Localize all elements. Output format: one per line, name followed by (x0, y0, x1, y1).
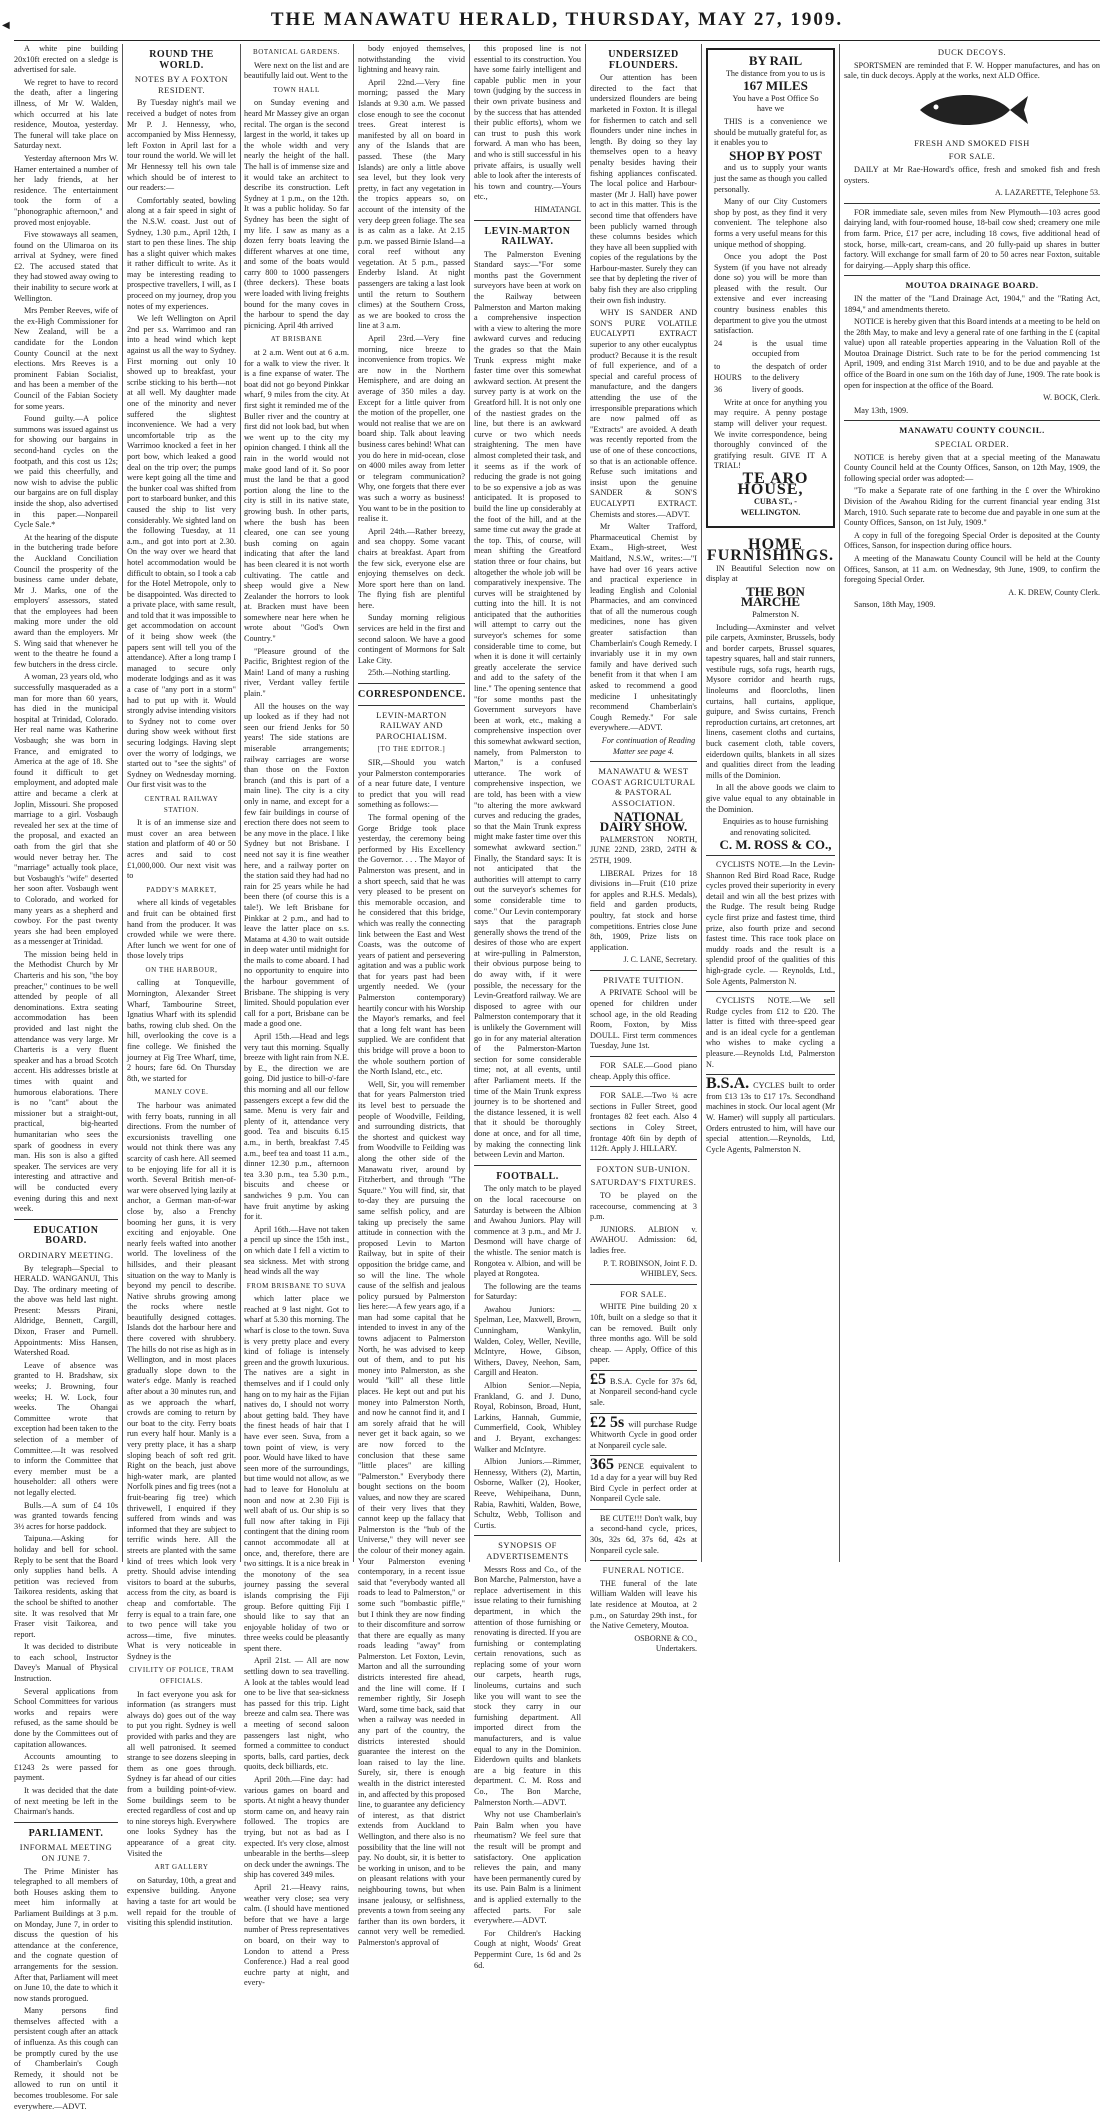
paragraph: Bulls.—A sum of £4 10s was granted towards fencing 3½ acres for horse paddock. (14, 1500, 118, 1531)
paragraph: 25th.—Nothing startling. (368, 668, 451, 678)
dairy-show-signature: J. C. LANE, Secretary. (623, 955, 697, 965)
town-hall-body (244, 98, 349, 331)
shop-by-post-body (714, 163, 827, 337)
column-5 (474, 44, 581, 1970)
funeral-heading: FUNERAL NOTICE. (602, 1565, 685, 1576)
civility-heading: CIVILITY OF POLICE, TRAM OFFICIALS. (128, 1666, 234, 1686)
delivery-hours: 36 (714, 385, 723, 395)
levin-marton-heading: LEVIN-MARTON RAILWAY. (484, 225, 571, 248)
rail-distance: 167 MILES (743, 78, 808, 94)
trial-text: Write at once for anything you may require. A penny postage stamp will deliver your request. We invite correspondence, being thoroughly convinced of the gratifying result. GIVE IT A TRIAL! (714, 397, 827, 471)
cycle-price-3: 365 (590, 1456, 614, 1474)
paragraph: April 21st. — All are now settling down to sea travelling. A look at the tables would lead one to be live that sea-sickness has passed for this trip. Light breeze and calm sea. There was a meeting of second saloon passengers last night, who formed a committee to conduct sports, balls, card parties, deck quoits, deck billiards, etc. (244, 1656, 349, 1772)
education-board-body (14, 1264, 118, 1818)
paragraph: Mr Walter Trafford, Pharmaceutical Chemist by Exam., High-street, West Maitland, N.S.W., writes:—"I have had over 16 years active and practical experience in leading English and Colonial Pharmacies, and am convinced that of all the numerous cough medicines, none has given greater satisfaction than Chamberlain's Cough Remedy. I invariably use it in my own family and have derived such benefit from it that when I am asked to recommend a good medicine I unhesitatingly recommend Chamberlain's Cough Remedy." For sale everywhere.—ADVT. (590, 522, 697, 733)
round-the-world-subheading: NOTES BY A FOXTON RESIDENT. (134, 74, 229, 95)
for-sale-heading: FOR SALE. (620, 1288, 667, 1299)
home-furnishings-intro: IN Beautiful Selection now on display at (706, 563, 835, 584)
synopsis-body (474, 1565, 581, 1972)
divider (590, 1560, 697, 1561)
delivery-time-table (714, 339, 827, 396)
dairy-association-heading: MANAWATU & WEST COAST AGRICULTURAL & PASTORAL ASSOCIATION. (591, 766, 696, 808)
divider (590, 1056, 697, 1057)
page-arrow-icon: ◀ (2, 20, 10, 31)
paragraph: It is of an immense size and must cover an area between station and platform of 40 or 50 acres and said to cost £1,000,000. Our next visit was to (127, 818, 236, 881)
column-rule (701, 44, 702, 1562)
paragraph: Were next on the list and are beautifully laid out. Went to the (244, 60, 349, 81)
round-the-world-heading: ROUND THE WORLD. (149, 49, 214, 71)
correspondence-subheading: LEVIN-MARTON RAILWAY AND PAROCHIALISM. (375, 709, 448, 741)
fish-icon (912, 86, 1032, 134)
football-body (474, 1184, 581, 1531)
round-the-world-body (127, 98, 236, 791)
paragraph: The formal opening of the Gorge Bridge took place yesterday, the ceremony being performed by His Excellency the Governor. . . . The Mayor of Palmerston was present, and in a short speech, said that he was very pleased to be present on this memorable occasion, and he considered that this bridge, which was really the connecting link between the East and West Coasts, was the outcome of years of patient and persevering agitation and was a public work that for years past had been urgently needed. We (your Palmerston contemporary) heartily concur with his Worship the Mayor's remarks, and feel that a long felt want has been supplied. We are confident that this bridge will prove a boon to the whole southern portion of the North Island, etc., etc. (358, 812, 465, 1077)
paragraph: and us to supply your wants just the same as though you called personally. (714, 163, 827, 194)
sub-union-subheading: SATURDAY'S FIXTURES. (590, 1177, 697, 1188)
tuition-heading: PRIVATE TUITION. (603, 974, 684, 985)
divider (706, 991, 835, 992)
masthead (0, 0, 1114, 42)
paragraph: Taipuna.—Asking for holiday and bell for school. Reply to be sent that the Board only supplies hand bells. A petition was recieved from Taikorea residents, asking that the school be shifted to another site. It was resolved that Mr Fraser visit Taikorea, and report. (14, 1534, 118, 1639)
botanical-heading: BOTANICAL GARDENS. (253, 48, 340, 56)
column-rule (353, 44, 354, 1562)
paragraph: Albion Senior.—Nepia, Frankland, G. and J. Duno, Royal, Robinson, Broad, Hunt, Larkins, Hannah, Gummie, Cummerfield, Cook, Whibley and J. Bryant, exchanges: Walker and McIntyre. (474, 1381, 581, 1454)
shop-by-post: SHOP BY POST (729, 147, 822, 163)
art-gallery-body (127, 1876, 236, 1929)
divider (474, 1535, 581, 1536)
news-paragraph: Five stowaways all seamen, found on the Ulimaroa on its arrival at Sydney, were fined £2. The accused stated that they had stowed away owing to their inability to secure work at Wellington. (14, 230, 118, 303)
paragraph: The Palmerston Evening Standard says:—"For some months past the Government surveyors have been at work on the Railway between Palmerston and Marton making a comprehensive inspection with a view to altering the more awkward curves and reducing the grades so that the Main Trunk express might make faster time over this somewhat awkward section. At present the survey party is at work on the Greatford hill. It is not only one of the nastiest grades on the line, but there is an awkward curve or two which needs straightening. The men have almost completed their task, and it seems as if the work of reducing the grade is not going to be so expensive a job as was anticipated. It is proposed to build the line up considerably at the foot of the hill, and at the same time cut away the grade at the top. This, of course, will mean shifting the Greatford station three or four chains, but altogether the whole job will be comparatively inexpensive. The curves will be straightened by cutting into the hill. It is not anticipated that the authorities will attempt to carry out the surveyor's schemes for some considerable time to come, but when it is done it will certainly greatly accelerate the service and add to the safety of the line." The opening sentence that "for some months past the Government surveyors have been at work, etc., making a comprehensive inspection over this somewhat awkward section, namely, from Palmerston to Marton," is a confused utterance. The work of comprehensive inspection, we are told, has been with a view "to altering the more awkward curves and reducing the grades, so that the Main Trunk express might make faster time over this somewhat awkward section." Finally, the Standard says: It is not anticipated that the authorities will attempt to carry out the surveyor's schemes for some considerable time to come." Our Levin contemporary says that the paragraph generally shows the trend of the desires of those who are expert at wire-pulling in Palmerston, their obvious purpose being to do away with, if it were possible, the necessary for the Levin-Greatford railway. We are disposed to agree with our Palmerston contemporary that it is unlikely the Government will go in for any material alteration of the Palmerston-Marton section for some considerable time; not, at all events, until after Parliament meets. If the time of the Main Trunk express journey is to be shortened and the distance lessened, it is well that it should be thoroughly done at once, and for all time, by making the connecting link between Levin and Marton. (474, 249, 581, 1160)
delivery-row (714, 362, 827, 383)
paragraph: By Tuesday night's mail we received a budget of notes from Mr P. J. Hennessy, who, accompanied by Miss Hennessy, left Foxton in April last for a tour round the world. We will let Mr Hennessy tell his own tale which should be of interest to our readers:— (127, 98, 236, 193)
council-heading: MANAWATU COUNTY COUNCIL. (899, 425, 1045, 436)
paragraph: Sunday morning religious services are held in the first and second saloon. We have a good contingent of Mormons for Salt Lake City. (358, 613, 465, 665)
divider (844, 275, 1100, 276)
paragraph: LIBERAL Prizes for 18 divisions in—Fruit (£10 prize for apples and R.H.S. Medals), field and garden products, poultry, fat stock and horse competitions. Entries close June 8th, 1909, Prize lists on application. (590, 868, 697, 952)
council-copy: A copy in full of the foregoing Special Order is deposited at the County Offices, Sanson, for inspection during office hours. (844, 530, 1100, 551)
divider (474, 220, 581, 221)
masthead-title: THE MANAWATU HERALD, THURSDAY, MAY 27, 1909. (270, 9, 844, 30)
football-heading: FOOTBALL. (496, 1170, 559, 1182)
voyage-body (358, 44, 465, 679)
paragraph: Many of our City Customers shop by post, as they find it very convenient. The telephone also forms a very useful means for this unique method of shopping. (714, 197, 827, 249)
moutoa-intro: IN the matter of the "Land Drainage Act, 1904," and the "Rating Act, 1894," and amendments thereto. (844, 293, 1100, 314)
funeral-body: THE funeral of the late William Walden will leave his late residence at Moutoa, at 2 p.m., on Saturday 29th inst., for the Native Cemetery, Moutoa. (590, 1578, 697, 1631)
council-quote: "To make a Separate rate of one farthing in the £ over the Whirokino Division of the Awahou Riding for the current financial year ending 31st March, 1910. Such separate rate to become due and payable in one sum at the County Offices, Sanson, on 1st July, 1909." (844, 486, 1100, 528)
cycle-ad-4: BE CUTE!!! Don't walk, buy a second-hand cycle, prices, 30s, 32s 6d, 37s 6d, 42s at Nonpareil cycle sale. (590, 1513, 697, 1555)
education-board-heading: EDUCATION BOARD. (33, 1224, 99, 1247)
by-rail-heading: BY RAIL (748, 53, 803, 68)
council-date: Sanson, 18th May, 1909. (854, 600, 936, 610)
divider (590, 1284, 697, 1285)
column-6 (590, 44, 697, 1654)
paragraph: WHY IS SANDER AND SON'S PURE VOLATILE EUCALYPTI EXTRACT superior to any other eucalyptus product? Because it is the result of full experience, and of a special and careful process of manufacture, and the dangers attending the use of the irresponsible preparations which are now palmed off as "Extracts" are avoided. A death was recently reported from the use of one of these concoctions, so that is an actionable offence. Refuse such imitations and insist upon the genuine SANDER & SON'S EUCALYPTI EXTRACT. Chemists and stores.—ADVT. (590, 308, 697, 519)
news-paragraph: Found guilty.—A police summons was issued against us for showing our bargains in second-hand cycles on the footpath, and this cost us 12s; we paid this cheerfully, and now wish to advise the public our bargains are on full display inside the shop, also advertised in this paper.—Nonpareil Cycle Sale.* (14, 414, 118, 530)
paragraph: Many persons find themselves affected with a persistent cough after an attack of influenza. As this cough can be promptly cured by the use of Chamberlain's Cough Remedy, it should not be allowed to run on until it becomes troublesome. For sale everywhere.—ADVT. (14, 2006, 118, 2111)
parliament-heading: PARLIAMENT. (28, 1827, 104, 1839)
paragraph: this proposed line is not essential to its construction. You have some fairly intelligent and capable public men in your town (judging by the success in their own private business and by the success that has attended their public efforts), whom we can trust to push this work forward. A man who has been, and who is still successful in his private affairs, is usually well able to look after the interests of his town and country.—Yours etc., (474, 44, 581, 202)
sections-sale-ad: FOR SALE.—Two ¼ acre sections in Fuller Street, good frontages 82 feet each. Also 4 sections in Coley Street, frontage 40ft 6in by depth of 112ft. Apply J. HILLARY. (590, 1091, 697, 1154)
paragraph: Why not use Chamberlain's Pain Balm when you have rheumatism? We feel sure that the result will be prompt and satisfactory. One application relieves the pain, and many have been permanently cured by its use. Pain Balm is a liniment and is applied externally to the affected parts. For sale everywhere.—ADVT. (474, 1810, 581, 1926)
paragraph: It was decided to distribute to each school, Instructor Davey's Manual of Physical Instruction. (14, 1642, 118, 1684)
sub-union-signature: P. T. ROBINSON, Joint F. D. WHIBLEY, Secs. (603, 1258, 697, 1279)
delivery-text: livery of goods. (752, 385, 804, 395)
civility-body (127, 1690, 236, 1860)
paragraph: at 2 a.m. Went out at 6 a.m. for a walk to view the river. It is a fine expanse of water. The boat did not go beyond Pinkkar wharf, 9 miles from the city. At first sight it reminded me of the Buller river and the country at first did not look bad, but when we went up to the city my opinion changed. I think all the rain in the world would not make good land of it. So poor must the land be that a good portion along the line to the city is still in its native state, growing bush. In other parts, where the bush has been cleared, one can see young bush coming on again indicating that after the land has been cleared it is not worth cultivating. The cattle and sheep would give a New Zealander the horrors to look at. Bracken must have been somewhere near here when he wrote about "God's Own Country." (244, 348, 349, 644)
farm-for-sale: FOR immediate sale, seven miles from New Plymouth—103 acres good dairying land, with four-roomed house, 18-bail cow shed; creamery one mile from farm. Price, £17 per acre, including 18 cows, five additional head of stock, horse, milk-cart, cream-cans, and 20 fully-paid up shares in butter factory. Will exchange for small farm of 20 to 50 acres near Foxton, suitable for dairying.—Apply sharp this office. (844, 207, 1100, 270)
paragraph: April 21.—Heavy rains, weather very close; sea very calm. (I should have mentioned before that we have a large number of Press representatives on board, on their way to London to attend a Press Conference.) Had a real good euchre party at night, and every- (244, 1882, 349, 1988)
paragraph: The Prime Minister has telegraphed to all members of both Houses asking them to meet him informally at Parliament Buildings at 3 p.m. on Monday, June 7, in order to discuss the question of his attendance at the conference, and the cognate question of arrangements for the session. After that, Parliament will meet on June 10, the date to which it now stands prorogued. (14, 1866, 118, 2003)
letter-signature: HIMATANGI. (534, 204, 581, 214)
divider (590, 761, 697, 762)
news-paragraph: A white pine building 20x10ft erected on a sledge is advertised for sale. (14, 44, 118, 75)
delivery-row (714, 385, 827, 396)
cycle-price-2: £2 5s (590, 1413, 625, 1431)
moutoa-heading: MOUTOA DRAINAGE BOARD. (905, 280, 1039, 291)
including-list: Including—Axminster and velvet pile carpets, Axminster, Brussels, body and border carpets, Brussel squares, tapestry squares, hall and stair runners, vestibule rugs, sofa rugs, hearth rugs, Mysore corridor and hearth rugs, linoleums and floorcloths, linen curtains, hall curtains, applique, guipure, and Swiss curtains, French reproduction curtains, art cretonnes, art linens, casement cloths and curtains, buck casement cloth, table covers, eiderdown quilts, blankets in all sizes and qualities direct from the leading mills of the Dominion. (706, 622, 835, 780)
fish-signature: A. LAZARETTE, Telephone 53. (994, 188, 1100, 198)
dairy-show-body (590, 835, 697, 954)
piano-sale-ad: FOR SALE.—Good piano cheap. Apply this office. (590, 1061, 697, 1081)
paragraph: Accounts amounting to £1243 2s were passed for payment. (14, 1752, 118, 1783)
paragraph: In fact everyone you ask for information (as strangers must always do) goes out of the way to put you right. Sydney is well provided with parks and they are all well patronised. It seemed strange to see dozens sleeping in them as one goes through. Sydney is far ahead of our cities from a building point-of-view. Some buildings seem to be erected regardless of cost and up to nine storeys high. Everywhere one looks Sydney has the appearance of a great city. Visited the (127, 1689, 236, 1858)
paragraph: calling at Tonqueville, Mornington, Alexander Street Wharf, Tambourine Street, Ignatius Wharf with its splendid baths, rowing club shed. On the hill, overlooking the cove is a fine college. We finished the journey at Fig Tree Wharf, time, 2 hours; fare 6d. On Thursday 8th, we started for (127, 978, 236, 1083)
manly-heading: MANLY COVE. (154, 1088, 209, 1097)
suva-heading: FROM BRISBANE TO SUVA (246, 1281, 347, 1290)
paragraph: By telegraph—Special to HERALD. WANGANUI, This Day. The ordinary meeting of the above was held last night. Present: Messrs Pirani, Aldridge, Bennett, Cargill, Dixon, Fraser and Purnell. Appointments: Miss Hansen, Watershed Road. (14, 1263, 118, 1358)
paragraph: Albion Juniors.—Rimmer, Hennessy, Withers (2), Martin, Osborne, Walker (2), Hooker, Reeve, Wehipeihana, Dunn, Rabia, Rawhiti, Walden, Bowe, Schultz, Webb, Tollison and Curtis. (474, 1457, 581, 1530)
masthead-rule (14, 40, 1100, 41)
building-sale-ad: WHITE Pine building 20 x 10ft, built on a sledge so that it can be removed. Built only three months ago. Will be sold cheap. — Apply, Office of this paper. (590, 1302, 697, 1365)
rail-line-4: THIS is a convenience we should be mutually grateful for, as it enables you to (714, 116, 827, 148)
paragraph: Once you adopt the Post System (if you have not already done so) you will be more than pleased with the result. Our extensive and ever increasing country business enables this department to give you the utmost satisfaction. (714, 252, 827, 336)
cycle-ad-3: PENCE equivalent to 1d a day for a year will buy Red Bird Cycle in perfect order at Nonpareil Cycle sale. (590, 1462, 697, 1504)
dairy-show-title: NATIONAL DAIRY SHOW. (599, 808, 688, 835)
fish-subheading: FOR SALE. (948, 151, 996, 162)
flounders-body (590, 73, 697, 734)
brisbane-body (244, 348, 349, 1278)
cyclists-note-2: CYCLISTS NOTE.—We sell Rudge cycles from £12 to £20. The latter is fitted with three-speed gear and is an ideal cycle for a gentleman who wishes to make cycling a pleasure.—Reynolds Ltd, Palmerston N. (706, 996, 835, 1069)
delivery-row (714, 339, 827, 360)
paragraph: It was decided that the date of next meeting be left in the Chairman's hands. (14, 1786, 118, 1817)
central-station-heading: CENTRAL RAILWAY STATION. (144, 794, 219, 814)
central-station-body (127, 818, 236, 882)
local-news (14, 44, 118, 1215)
fish-heading: FRESH AND SMOKED FISH (914, 137, 1030, 148)
moutoa-signature: W. BOCK, Clerk. (1043, 393, 1100, 403)
paragraph: All the houses on the way up looked as if they had not seen our friend Jenks for 50 years! The side stations are miserable arrangements; railway carriages are worse than those on the Foxton branch (and this is part of a main line). The city is a city only in name, and except for a few fair buildings in course of erection there does not seem to be any move in the place. I like Sydney but not Brisbane. I need not say it is fine weather here, and a railway porter on the station said they had had no rain for 25 years while he had been there (of course this is a tale!). We left Brisbane for Pinkkar at 2 p.m., and had to leave the latter place on s.s. Matama at 4.30 to wait outside in deep water until midnight for the mails to come aboard. I had no opportunity to enquire into the harbour government of Brisbane. The shipping is very limited. Should population ever call for a port, Brisbane can be made a good one. (244, 701, 349, 1029)
paragraph: The only match to be played on the local racecourse on Saturday is between the Albion and Awahou Juniors. Play will commence at 3 p.m., and Mr J. Desmond will have charge of the whistle. The senior match is Rongotea v. Albion, and will be played at Rongotea. (474, 1184, 581, 1279)
council-notice: NOTICE is hereby given that at a special meeting of the Manawatu County Council held at the County Offices, Sanson, on 12th May, 1909, the following special order was adopted:— (844, 452, 1100, 483)
column-rule (122, 44, 123, 1562)
bsa-ad: CYCLES built to order from £13 13s to £17 17s. Secondhand machines in stock. Our local agent (Mr W. Hamer) will supply all particulars. Orders entrusted to him, will have our special attention.—Reynolds, Ltd, Cycle Agents, Palmerston N. (706, 1081, 835, 1154)
delivery-hours: 24 (714, 338, 723, 348)
paragraph: April 23rd.—Very fine morning, nice breeze to inconvenience from tropics. We are now in the Northern Hemisphere, and are doing an average of 350 miles a day. Except for a little quiver from the motion of the propeller, one would not realise that we are on board ship. Talk about leaving business cares behind! What can you do here in mid-ocean, close on 4000 miles away from letter or telegram communication? Why, one forgets that there ever was such a worry as business! You want to be in the position to realise it. (358, 334, 465, 524)
te-aro-house-title: TE ARO HOUSE, (737, 469, 809, 498)
divider (590, 1370, 697, 1371)
news-paragraph: Mrs Pember Reeves, wife of the ex-High Commissioner for New Zealand, will be a candidate for the London County Council at the next elections. Mrs Reeves is a prominent Fabian Socialist, and has been a member of the Council of the Fabian Society for some years. (14, 306, 118, 411)
divider (706, 855, 835, 856)
paragraph: TO be played on the racecourse, commencing at 3 p.m. (590, 1190, 697, 1222)
paragraph: April 15th.—Head and legs very taut this morning. Squally breeze with light rain from N.E. by E., the direction we are going. Did justice to bill-o'-fare this morning and all our fellow passengers except a few did the same. Menu is very fair and plenty of it, attendance very good. Tea and biscuits 6.15 a.m., in berth, breakfast 7.45 a.m., beef tea and toast 11 a.m., dinner 12.30 p.m., afternoon tea 3.30 p.m., tea 5.30 p.m., biscuits and cheese or sandwiches 9 p.m. You can have fruit anytime by asking for it. (244, 1032, 349, 1222)
divider (474, 1165, 581, 1166)
moutoa-notice: NOTICE is hereby given that this Board intends at a meeting to be held on the 28th May, to make and levy a general rate of one farthing in the £ (capital value) upon all rateable properties appearing in the Valuation Roll of the Moutoa Drainage District. Such rate to be for the period commencing 1st April, 1909, and ending 31st March 1910, and to be due and payable at the office of the Board in one sum on the 16th day of June, 1909. The rate book is open for inspection at the office of the Board. (844, 317, 1100, 390)
bsa-title: B.S.A. (706, 1075, 750, 1093)
paragraph: We left Wellington on April 2nd per s.s. Warrimoo and ran into a head wind which kept against us all the way to Sydney. First morning out only 10 showed up to breakfast, your scribe sticking to his berth—not at all well. My daughter made one of the minority and never suffered the slightest inconvenience. We had a very uncomfortable trip as the Warrimoo knocked a feet in her port bow, which leaked a good deal on the trip over; the pumps were kept going all the time and the bunker coal was shifted from port to starboard bunker, and this caused the ship to list very considerably. We sighted land on the following Tuesday, at 11 a.m., and got into port at 2.30. On the way over we heard that hotel accommodation would be difficult to obtain, so I took a cab for the Hotel Metropole, only to be disappointed. Was directed to a private place, with same result, and told that it was impossible to get accommodation on account of it being show week (the papers sent will tell you of the attendance). After a long tramp I managed to secure only moderate lodgings and as it was a case of "any port in a storm" had to put up with it. Would strongly advise intending visitors to Sydney not to come over during show week without first securing lodgings. Having slept over the worry of lodgings, we started out to "see the sights" of Sydney on Wednesday morning. Our first visit was to the (127, 314, 236, 790)
column-2 (127, 44, 236, 1928)
column-rule (469, 44, 470, 1562)
paragraph: The following are the teams for Saturday: (474, 1281, 581, 1302)
council-subheading: SPECIAL ORDER. (934, 439, 1010, 450)
synopsis-heading: SYNOPSIS OF ADVERTISEMENTS (486, 1540, 569, 1561)
paragraph: Comfortably seated, bowling along at a fair speed in sight of the N.S.W. coast. Just out of Sydney, 1.30 p.m., April 12th, I start to pen these lines. The ship has a slight quiver which makes it rather difficult to write. As it may be interesting reading to prospective travellers, I will, as I proceed on my journey, drop you notes of my experiences. (127, 195, 236, 311)
paragraph: Awahou Juniors: — Spelman, Lee, Maxwell, Brown, Cunningham, Wankylin, Walden, Coley, Weller, Neville, McIntyre, Howe, Gibson, Withers, Davey, Neehon, Sam, Cargill and Heaton. (474, 1304, 581, 1378)
paragraph: on Saturday, 10th, a great and expensive building. Anyone having a taste for art would be well repaid for the trouble of visiting this splendid institution. (127, 1875, 236, 1928)
column-rule (585, 44, 586, 1562)
manly-body (127, 1101, 236, 1662)
parliament-body (14, 1867, 118, 2112)
paragraph: April 20th.—Fine day: had various games on board and sports. At night a heavy thunder storm came on, and heavy rain followed. The tropics are trying, but not as bad as I expected. It's very close, almost unbearable in the berths—sleep on deck under the awnings. The ship has covered 349 miles. (244, 1775, 349, 1880)
delivery-text: the despatch of order to the delivery (752, 362, 827, 382)
paragraph: where all kinds of vegetables and fruit can be obtained first hand from the producer. It was crowded while we were there. After lunch we went for one of those lovely trips (127, 898, 236, 961)
harbour-body (127, 978, 236, 1084)
rail-line-3: You have a Post Office So have we (732, 93, 819, 114)
letter-continued (474, 44, 581, 203)
harbour-heading: ON THE HARBOUR, (145, 965, 218, 974)
continuation-note: For continuation of Reading Matter see page 4. (601, 736, 696, 756)
value-claim: In all the above goods we claim to give value equal to any obtainable in the Dominion. (706, 783, 835, 814)
paddys-market-heading: PADDY'S MARKET, (146, 885, 217, 894)
news-paragraph: The mission being held in the Methodist Church by Mr Charteris and his son, "the boy preacher," continues to be well attended by people of all denominations. Extra seating accommodation has been provided and last night the attendance was very large. Mr Charteris is a very fluent speaker and has a broad Scotch accent. His addresses bristle at times with quaint and humorous elaborations. There is no "cant" about the missioner but a straight-out, practical, big-hearted humanitarian who sees the spark of goodness in every man. His son is also a gifted speaker. The services are very interesting and attractive and will be conducted every evening during this and next week. (14, 949, 118, 1214)
moutoa-date: May 13th, 1909. (854, 405, 909, 415)
divider (590, 1086, 697, 1087)
tuition-body (590, 988, 697, 1052)
parliament-subheading: INFORMAL MEETING ON JUNE 7. (19, 1842, 113, 1863)
bon-marche-place: Palmerston N. (752, 609, 799, 619)
rail-line-1: The distance from you to us is (725, 68, 826, 78)
column-7 (706, 44, 835, 1562)
divider (844, 420, 1100, 421)
ross-co-title: C. M. ROSS & CO., (719, 837, 832, 853)
column-4 (358, 44, 466, 1947)
cycle-ad-2: will purchase Rudge Whitworth Cycle in good order at Nonpareil cycle sale. (590, 1419, 697, 1450)
paragraph: April 22nd.—Very fine morning; passed the Mary Islands at 9.30 a.m. We passed close enough to see the coconut trees. Great interest is manifested by all on board in any of the Islands that are passed. These (the Mary Islands) are only a little above sea level, but they look very pretty, in fact any vegetation in the tropics appears so, on account of the intensity of the very deep green foliage. The sea is as calm as a lake. At 2.15 p.m. we passed Birnie Island—a coral reef without any vegetation. At 5 p.m., passed Enderby Island. At night passengers are taking a last look until the return to Southern climes) at the Southern Cross, as we are booked to cross the line at 3 a.m. (358, 77, 465, 331)
paragraph: The harbour was animated with ferry boats, running in all directions. From the number of excursionists travelling one would not think there was any scarcity of cash here. All seemed to be enjoying life for all it is worth. Several British men-of-war were observed lying lazily at anchor, a German man-of-war close by, also a Frenchy booming her guns, it is very exciting and enjoyable. One nearly feels wafted into another world. The loveliness of the hillsides, and their pleasant situation on the way to Manly is beyond my pencil to describe. Native shrubs growing among the rocks where nestle beautifully designed cottages. Islands dot the harbour here and there covered with shrubbery. The hills do not rise as high as in Wellington, and in most places gradually slope down to the water's edge. Manly is reached after about a 30 minutes run, and as we approach the wharf, crowds are coming to return by our boat to the city. Ferry boats run every half hour. Manly is a very pretty place, it has a sharp sloping beach of soft red grit. Right on the beach, just above high-water mark, are planted Norfolk pines and fig trees (not a fruit-bearing fig tree) which thrivewell, I enquired if they suffered from winds and was informed that they are subject to terrific winds here. All the streets are planted with the same kind of trees which look very pretty. Should advise intending visitors to board at the suburbs, access from the city, as board is cheap and comfortable. The ferry is equal to a train fare, one to two pence will take you across—time, five minutes. What is very noticeable in Sydney is the (127, 1101, 236, 1661)
column-8 (844, 44, 1100, 1562)
levin-marton-body (474, 250, 581, 1161)
sub-union-heading: FOXTON SUB-UNION. (596, 1163, 691, 1174)
cyclists-note-1: CYCLISTS NOTE.—In the Levin-Shannon Red Bird Road Race, Rudge cycles proved their superiority in every detail and win all the best prizes with the Rudge. The result being Rudge cycle first prize and fastest time, third prize, also fourth prize and second fastest time. This race took place on muddy roads and the result is a splendid proof of the qualities of this high-grade cycle. — Reynolds, Ltd., Sole Agents, Palmerston N. (706, 859, 835, 986)
enquiries-note: Enquiries as to house furnishing and renovating solicited. (722, 817, 829, 837)
duck-decoys-heading: DUCK DECOYS. (937, 47, 1007, 57)
town-hall-heading: TOWN HALL (273, 85, 320, 94)
bon-marche-title: THE BON MARCHE (740, 583, 805, 610)
paragraph: April 16th.—Have not taken a pencil up since the 15th inst., on which date I fell a victim to sea sickness. Met with strong head winds all the way (244, 1224, 349, 1277)
divider (358, 683, 465, 684)
botanical-body (244, 61, 349, 82)
divider (358, 705, 465, 706)
paragraph: For Children's Hacking Cough at night, Woods' Great Peppermint Cure, 1s 6d and 2s 6d. (474, 1928, 581, 1970)
art-gallery-heading: ART GALLERY (154, 1863, 209, 1872)
paragraph: SIR,—Should you watch your Palmerston contemporaries of a near future date, I venture to predict that you will read something as follows:— (358, 758, 465, 810)
sub-union-body (590, 1191, 697, 1257)
column-1 (14, 44, 118, 2111)
paddys-market-body (127, 898, 236, 962)
flounders-heading: UNDERSIZED FLOUNDERS. (608, 49, 679, 71)
delivery-text: is the usual time occupied from (752, 338, 827, 359)
paragraph: Leave of absence was granted to H. Bradshaw, six weeks; J. Browning, four weeks; H. W. Lock, four weeks. The Ohangai Committee wrote that exception had been taken to the selection of a member of Committee.—It was resolved to inform the Committee that every member must be a householder: all others were not legally elected. (14, 1360, 118, 1497)
paragraph: body enjoyed themselves, notwithstanding the vivid lightning and heavy rain. (358, 44, 465, 75)
council-meeting: A meeting of the Manawatu County Council will be held at the County Offices, Sanson, at 11 a.m. on Wednesday, 9th June, 1909, to confirm the foregoing Special Order. (844, 553, 1100, 585)
column-3 (244, 44, 349, 1988)
news-paragraph: A woman, 23 years old, who successfully masqueraded as a man for more than 60 years, has died in the municipal hospital at Trinidad, Colorado. Her real name was Katherine Vosbaugh; she was born in France, and emigrated to America at the age of 18. She found it difficult to get employment, and adopted male attire and became a clerk at Joplin, Missouri. She proposed marriage to a girl. Vosbaugh revealed her sex at the time of the proposal, and exacted an oath from the girl that she would never betray her. The "marriage" actually took place, but Vosbaugh's "wife" deserted her soon after. Vosbaugh went to Colorado, and worked for many years as a shepherd and cowboy. For the past twenty years she had been employed as a messenger at Trinidad. (14, 672, 118, 947)
duck-decoys-body: SPORTSMEN are reminded that F. W. Hopper manufactures, and has on sale, tin duck decoys. Apply at the works, next ALD Office. (844, 60, 1100, 81)
divider (590, 970, 697, 971)
cycle-ad-1: B.S.A. Cycle for 37s 6d, at Nonpareil second-hand cycle sale. (590, 1376, 697, 1408)
brisbane-heading: AT BRISBANE (270, 335, 323, 344)
news-paragraph: At the hearing of the dispute in the butchering trade before the Auckland Conciliation Council the prosperity of the business came under debate, Mr J. Marks, one of the employers' assessors, stated that the employees had been making more under the old award than the employers. Mr S. Wing said that whenever he went to the theatre he found a few butchers in the dress circle. (14, 532, 118, 669)
correspondence-body (358, 758, 465, 1949)
divider (844, 203, 1100, 204)
paragraph: "Pleasure ground of the Pacific, Brightest region of the Main! Land of many a rushing river, Verdant valley fertile plain." (244, 646, 349, 699)
paragraph: Well, Sir, you will remember that for years Palmerston tried its level best to persuade the people of Woodville, Feilding, and surrounding districts, that the shortest and quickest way from Woodville to Feilding was along the other side of the Manawatu river, around by Fitzherbert, and through "The Square." You will find, sir, that to-day they are pursuing the same selfish policy, and are taking up precisely the same attitude in connection with the proposed Levin to Marton Railway, but in spite of their opposition the bridge came, and so will the line. The whole cause of the selfish and jealous policy pursued by Palmerston lies here:—A few years ago, if a man had some capital that he intended to invest in any of the towns adjacent to Palmerston North, he was advised to keep out of them, and to put his money into Palmerston, as she would "kill" all these little places. He kept out and put his money into Palmerston North, and now he cannot find it, and I am sorely afraid that he will never get it back again, so we are now forced to the conclusion that these same "little places" are killing "Palmerston." Everybody there bought sections on the boom values, and now they are scared of their very lives that they cannot keep up the fallacy that Palmerston is the "hub of the Universe," they will never see the colour of their money again. Your Palmerston evening contemporary, in a recent issue said that "everybody wanted all roads to lead to Palmerston," or some such "bombastic piffle," but I think they are now finding to their discomfiture and sorrow that there are equally as many roads leading "away" from Palmerston. Let Foxton, Levin, Marton and all the surrounding districts interested fire ahead, and the line will come. If I remember rightly, Sir Joseph Ward, some time back, said that when a railway was needed in any part of the country, the districts interested should guarantee the interest on the loan raised to lay the line. Surely, sir, there is enough wealth in the district interested in, and affected by this proposed line, to guarantee any deficiency of interest, as that district extends from Auckland to Wellington, and there also is no possibility that the line will not pay. No doubt, sir, it is better to be working in unison, and to be on pleasant relations with your neighbouring towns, but when insane jealousy, or selfishness, prevents a town from seeing any farther than its own borders, it cannot very well be remedied. Palmerston's approval of (358, 1079, 465, 1947)
to-the-editor: [TO THE EDITOR.] (377, 745, 446, 754)
cycle-price-1: £5 (590, 1370, 606, 1388)
paragraph: PALMERSTON NORTH, JUNE 22ND, 23RD, 24TH & 25TH, 1909. (590, 834, 697, 865)
paragraph: Our attention has been directed to the fact that undersized flounders are being marketed in Foxton. It is illegal for fishermen to catch and sell flounders under nine inches in length. By doing so they lay themselves open to a heavy penalty besides having their fishing appliances confiscated. The local police and Harbour-master (Mr J. Hall) have power to act in this matter. This is the second time that offenders have been publicly warned through these columns besides which they have all been supplied with copies of the regulations by the Harbour-master. Surely they can see that by depleting the river of baby fish they are also crippling their own fish industry. (590, 73, 697, 305)
funeral-signature: OSBORNE & CO., Undertakers. (634, 1633, 697, 1654)
paragraph: JUNIORS. ALBION v. AWAHOU. Admission: 6d, ladies free. (590, 1224, 697, 1255)
paragraph: A PRIVATE School will be opened for children under school age, in the old Reading Room, Foxton, by Miss DOULL. First term commences Tuesday, June 1st. (590, 988, 697, 1051)
divider (590, 1509, 697, 1510)
paragraph: which latter place we reached at 9 last night. Got to wharf at 5.30 this morning. The wharf is close to the town. Suva is very pretty place and every kind of foliage is intensely green and the growth luxurious. The natives are a sight in themselves and if I could only hang on to my hair as the Fijian natives do, I should not worry about getting bald. They have the finest heads of hair that I have ever seen. Suva, from a town point of view, is very poor. Would have liked to have seen more of the surroundings, but time would not allow, as we had to leave for Honolulu at noon and now at 2.30 Fiji is well abaft of us. Our ship is so full now after taking in Fiji contingent that the dining room cannot accommodate all at once, and, therefore, there are two sittings. It is a nice break in the monotony of the sea journey passing the several islands comprising the Fiji group. Before quitting Fiji I should like to say that an enjoyable holiday of two or three weeks could be pleasantly spent there. (244, 1294, 349, 1653)
delivery-hours: to HOURS (714, 362, 742, 382)
council-signature: A. K. DREW, County Clerk. (1008, 587, 1100, 597)
te-aro-house-ad (706, 48, 835, 528)
fish-body: DAILY at Mr Rae-Howard's office, fresh and smoked fish and fresh oysters. (844, 164, 1100, 185)
paragraph: Several applications from School Committees for various works and repairs were refused, as the same should be done by the Committees out of capitation allowances. (14, 1686, 118, 1749)
correspondence-heading: CORRESPONDENCE. (358, 689, 466, 701)
paragraph: on Sunday evening and heard Mr Massey give an organ recital. The organ is the second largest in the world, it takes up the whole width and very nearly the height of the hall. The hall is of immense size and it would take an architect to describe its construction. Left Sydney at 1 p.m., on the 12th. It was a public holiday. So far Sydney has been the sight of my life. I saw as many as a dozen ferry boats leaving the different wharves at one time, and some of the boats would carry 800 to 1000 passengers (three deckers). These boats were loaded with living freights bound for the many coves in the harbour to spend the day picnicing. April 4th arrived (244, 98, 349, 330)
te-aro-house-address: CUBA ST., - WELLINGTON. (740, 497, 801, 517)
home-furnishings-heading: HOME FURNISHINGS. (706, 536, 835, 564)
paragraph: April 24th.—Rather breezy, and sea choppy. Some vacant chairs at breakfast. Apart from the few sick, everyone else are enjoying themselves on deck. More sport here than on land. The flying fish are plentiful here. (358, 526, 465, 610)
divider (14, 1219, 118, 1220)
education-board-subheading: ORDINARY MEETING. (18, 1249, 114, 1260)
column-rule (839, 44, 840, 1562)
divider (590, 1159, 697, 1160)
suva-body (244, 1294, 349, 1989)
news-paragraph: Yesterday afternoon Mrs W. Hamer entertained a number of her lady friends, at her residence. The entertainment took the form of a "phonographic afternoon," and proved most enjoyable. (14, 153, 118, 227)
news-paragraph: We regret to have to record the death, after a lingering illness, of Mr W. Walden, which occurred at his late residence, Moutoa, yesterday. The funeral will take place on Saturday next. (14, 77, 118, 151)
divider (14, 1822, 118, 1823)
paragraph: Messrs Ross and Co., of the Bon Marche, Palmerston, have a replace advertisement in this issue relating to their furnishing department, in which the attention of those furnishing or renovating is directed. If you are furnishing or contemplating certain renovations, such as replacing some of your worn our carpets, hearth rugs, linoleums, curtains and such like you will want to see the stock they carry in our furnishing department. All imported direct from the manufacturers, and is value equal to any in the Dominion. Eiderdown quilts and blankets are a big feature in this department. C. M. Ross and Co., The Bon Marche, Palmerston North.—ADVT. (474, 1564, 581, 1807)
column-rule (240, 44, 241, 1562)
